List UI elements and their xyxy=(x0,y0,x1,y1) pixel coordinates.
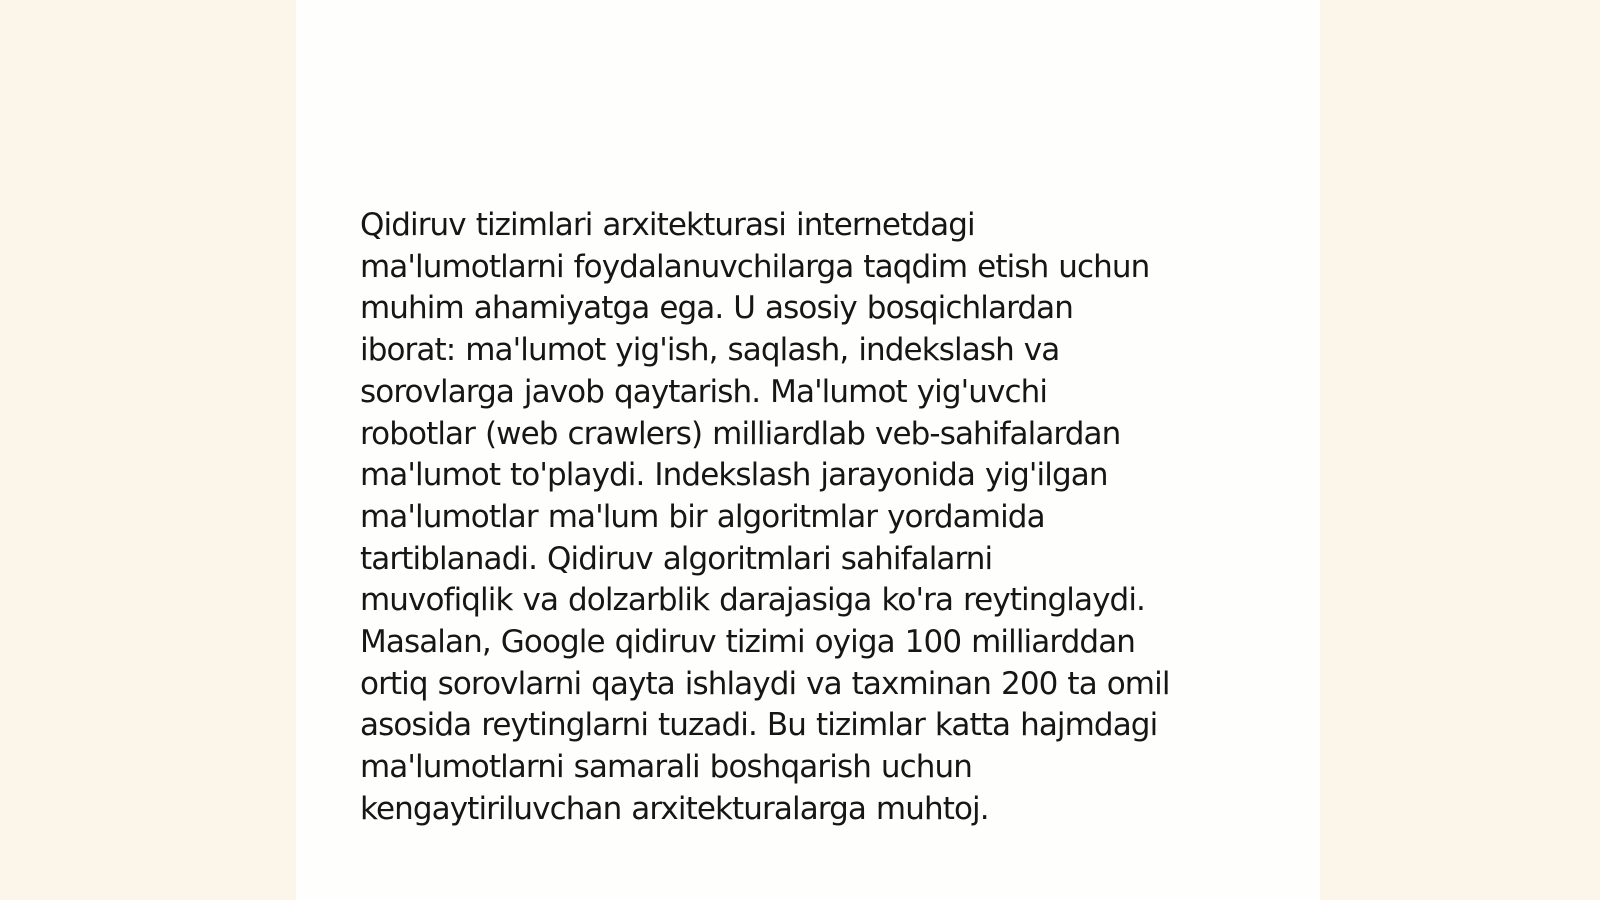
paragraph-line: ma'lumot to'playdi. Indekslash jarayonida yig'ilgan xyxy=(360,457,1108,494)
paragraph-line: muvofiqlik va dolzarblik darajasiga ko'ra reytinglaydi. xyxy=(360,582,1145,619)
paragraph-line: ma'lumotlarni foydalanuvchilarga taqdim etish uchun xyxy=(360,248,1150,285)
paragraph-line: tartiblanadi. Qidiruv algoritmlari sahifalarni xyxy=(360,540,993,577)
paragraph-line: ortiq sorovlarni qayta ishlaydi va taxminan 200 ta omil xyxy=(360,665,1170,702)
paragraph-line: iborat: ma'lumot yig'ish, saqlash, indekslash va xyxy=(360,332,1060,369)
paragraph-line: asosida reytinglarni tuzadi. Bu tizimlar katta hajmdagi xyxy=(360,707,1158,744)
paragraph-line: Qidiruv tizimlari arxitekturasi internetdagi xyxy=(360,207,975,243)
paragraph-line: Masalan, Google qidiruv tizimi oyiga 100 milliarddan xyxy=(360,624,1136,661)
document-page xyxy=(296,0,1320,900)
paragraph-line: kengaytiriluvchan arxitekturalarga muhtoj. xyxy=(360,790,989,827)
paragraph-line: muhim ahamiyatga ega. U asosiy bosqichlardan xyxy=(360,290,1074,327)
paragraph-line: robotlar (web crawlers) milliardlab veb-sahifalardan xyxy=(360,415,1121,452)
body-paragraph xyxy=(360,205,1170,831)
paragraph-line: sorovlarga javob qaytarish. Ma'lumot yig'uvchi xyxy=(360,373,1048,410)
paragraph-line: ma'lumotlarni samarali boshqarish uchun xyxy=(360,749,973,786)
paragraph-line: ma'lumotlar ma'lum bir algoritmlar yordamida xyxy=(360,498,1045,535)
